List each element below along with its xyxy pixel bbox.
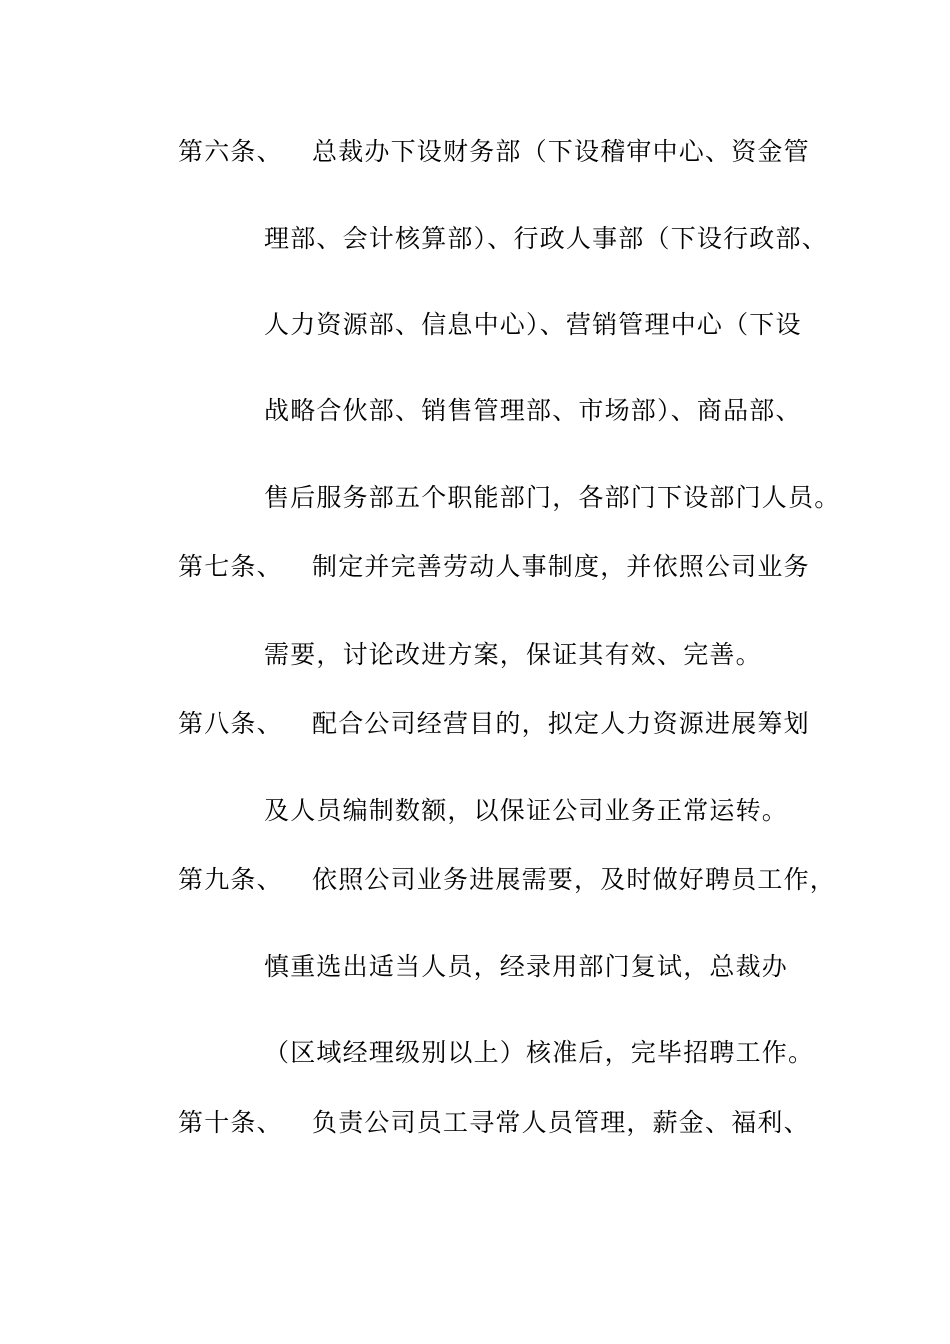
article-text-line: （区域经理级别以上）核准后，完毕招聘工作。 <box>264 1038 815 1067</box>
article-text-line: 总裁办下设财务部（下设稽审中心、资金管 <box>312 137 810 166</box>
article-text-line: 依照公司业务进展需要，及时做好聘员工作， <box>312 865 837 894</box>
article-label: 第七条、 <box>178 552 283 581</box>
article-text-line: 战略合伙部、销售管理部、市场部）、商品部、 <box>264 396 802 425</box>
article-text-line: 售后服务部五个职能部门，各部门下设部门人员。 <box>264 483 841 512</box>
article-text-line: 负责公司员工寻常人员管理，薪金、福利、 <box>312 1108 810 1137</box>
article-text-line: 需要，讨论改进方案，保证其有效、完善。 <box>264 640 762 669</box>
article-text-line: 人力资源部、信息中心）、营销管理中心（下设 <box>264 310 802 339</box>
article-text-line: 及人员编制数额，以保证公司业务正常运转。 <box>264 796 789 825</box>
article-label: 第九条、 <box>178 865 283 894</box>
article-text-line: 理部、会计核算部）、行政人事部（下设行政部、 <box>264 224 828 253</box>
article-label: 第八条、 <box>178 709 283 738</box>
article-text-line: 慎重选出适当人员，经录用部门复试，总裁办 <box>264 952 789 981</box>
article-label: 第六条、 <box>178 137 283 166</box>
article-text-line: 配合公司经营目的，拟定人力资源进展筹划 <box>312 709 810 738</box>
article-label: 第十条、 <box>178 1108 283 1137</box>
article-text-line: 制定并完善劳动人事制度，并依照公司业务 <box>312 552 810 581</box>
